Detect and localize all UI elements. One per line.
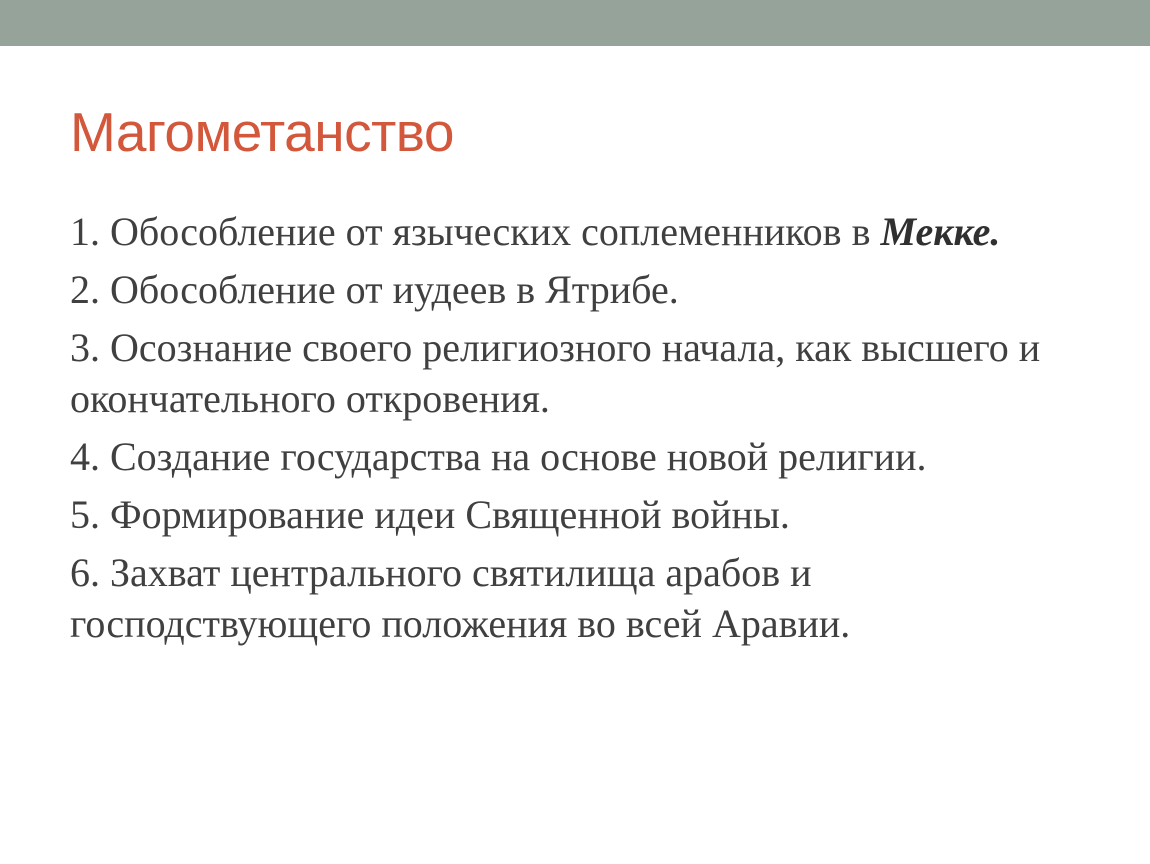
list-item-text: 4. Создание государства на основе новой религии.	[70, 434, 927, 479]
slide-title: Магометанство	[70, 101, 454, 163]
list-item	[70, 489, 1080, 540]
list-item-text: 1. Обособление от языческих соплеменников в	[70, 209, 881, 254]
list-item	[70, 431, 1080, 482]
top-accent-bar	[0, 0, 1150, 46]
list-item-text: 2. Обособление от иудеев в Ятрибе.	[70, 267, 679, 312]
list-item	[70, 264, 1080, 315]
list-item-text: 6. Захват центрального святилища арабов и господствующего положения во всей Аравии.	[70, 550, 851, 646]
list-item-emphasis: Мекке.	[880, 209, 1001, 254]
slide-body-list	[70, 206, 1080, 656]
list-item	[70, 322, 1080, 424]
list-item	[70, 206, 1080, 257]
list-item-text: 5. Формирование идеи Священной войны.	[70, 492, 790, 537]
list-item	[70, 547, 1080, 649]
list-item-text: 3. Осознание своего религиозного начала, как высшего и окончательного откровения.	[70, 325, 1041, 421]
